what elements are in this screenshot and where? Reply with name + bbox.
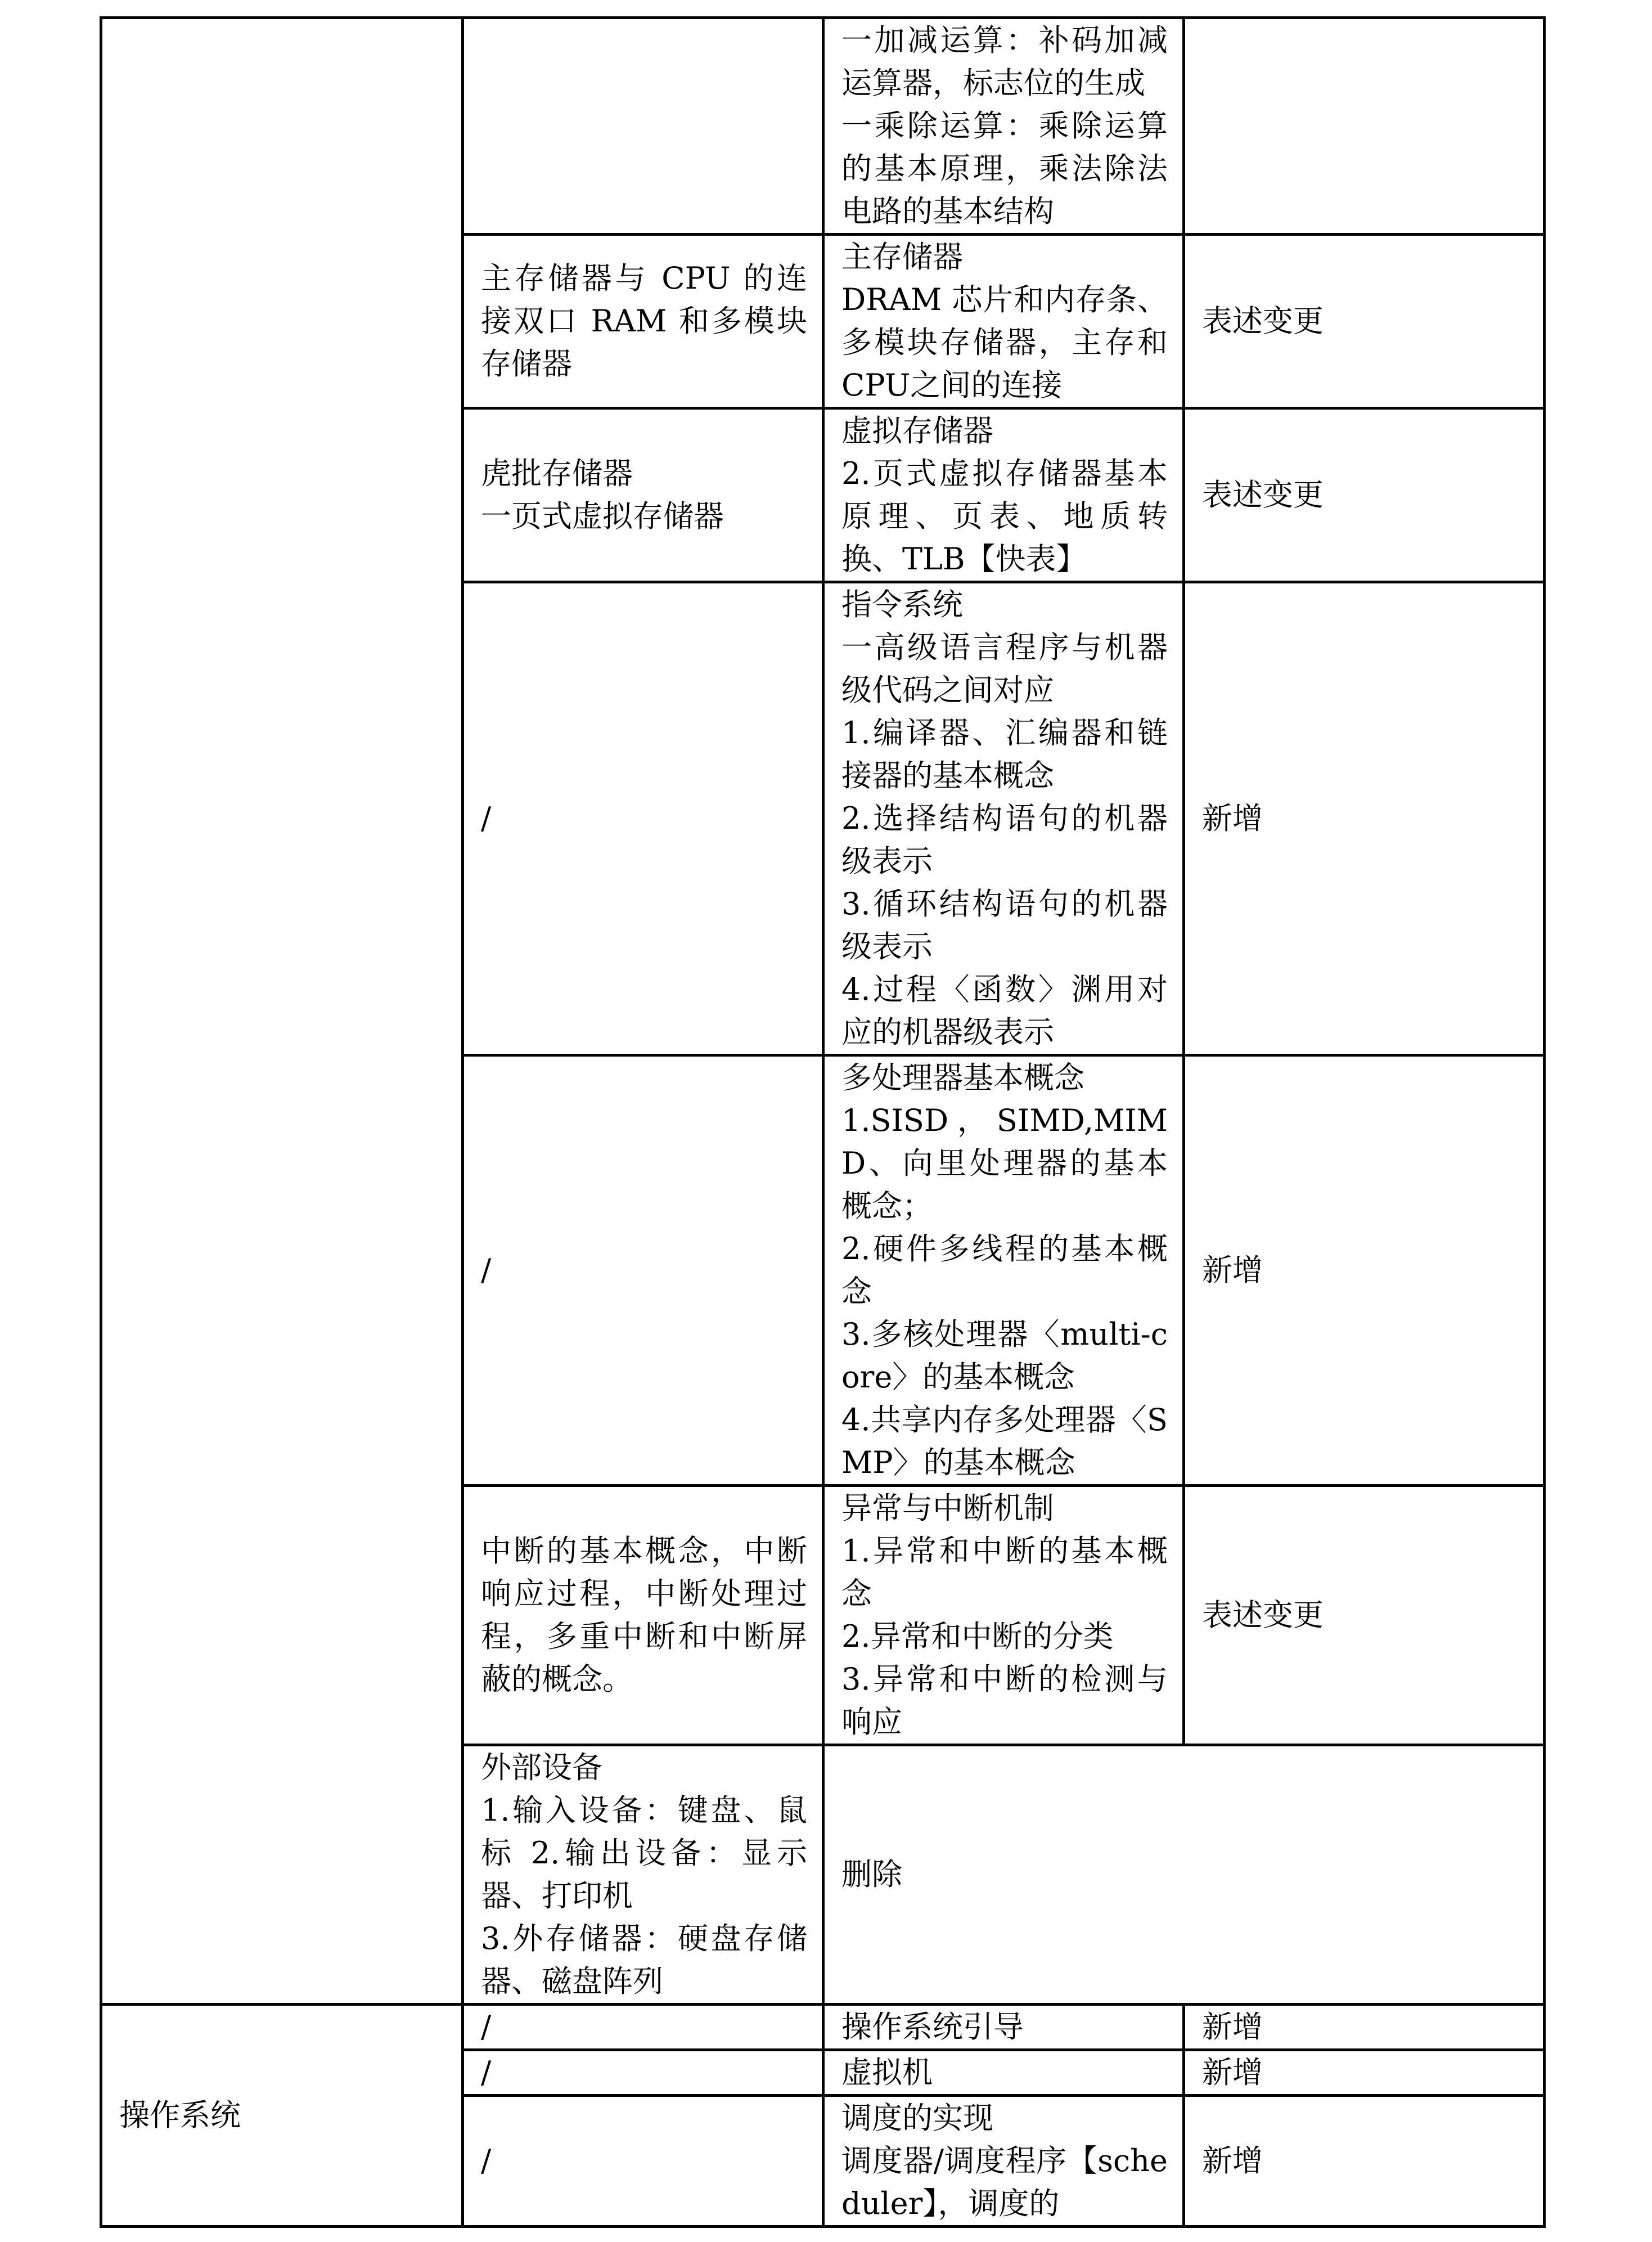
old-content-cell [463, 1745, 823, 2005]
cell-line: 3.循环结构语句的机器级表示 [841, 886, 1168, 964]
cell-line: 虎批存储器 [481, 456, 633, 491]
cell-line: 主存储器 [841, 239, 963, 275]
cell-line: 1.输入设备：键盘、鼠标 2.输出设备：显示器、打印机 [481, 1792, 807, 1913]
merged-change-cell: 删除 [823, 1745, 1545, 2005]
category-cell: 操作系统 [101, 2005, 463, 2227]
cell-line: 调度的实现 [841, 2100, 993, 2136]
cell-line: 2.异常和中断的分类 [841, 1619, 1114, 1654]
new-content-cell [823, 18, 1184, 235]
new-content-cell: 虚拟机 [823, 2050, 1184, 2096]
new-content-cell [823, 1486, 1184, 1745]
old-content-cell [463, 18, 823, 235]
cell-line: 1.SISD，SIMD,MIMD、向里处理器的基本概念； [841, 1103, 1168, 1224]
cell-line: 4.共享内存多处理器〈SMP〉的基本概念 [841, 1402, 1168, 1480]
syllabus-comparison-table [100, 16, 1546, 2228]
old-content-cell [463, 408, 823, 582]
change-type-cell [1184, 18, 1545, 235]
cell-line: 1.编译器、汇编器和链接器的基本概念 [841, 715, 1168, 793]
cell-line: 指令系统 [841, 587, 963, 622]
cell-line: 3.外存储器：硬盘存储器、磁盘阵列 [481, 1921, 807, 1999]
cell-line: 3.多核处理器〈multi-core〉的基本概念 [841, 1317, 1168, 1395]
cell-line: 2.硬件多线程的基本概念 [841, 1231, 1168, 1309]
old-content-cell [463, 1486, 823, 1745]
cell-line: 主存储器与 CPU 的连接双口 RAM 和多模块存储器 [481, 260, 807, 381]
cell-line: 虚拟存储器 [841, 413, 993, 448]
cell-line: 2.页式虚拟存储器基本原理、页表、地质转换、TLB【快表】 [841, 456, 1168, 577]
cell-line: 调度器/调度程序【scheduler】，调度的 [841, 2143, 1168, 2221]
cell-line: 一高级语言程序与机器级代码之间对应 [841, 630, 1168, 708]
old-content-cell [463, 235, 823, 408]
cell-line: DRAM 芯片和内存条、多模块存储器，主存和CPU之间的连接 [841, 282, 1168, 403]
new-content-cell [823, 582, 1184, 1055]
cell-line: 一乘除运算：乘除运算的基本原理，乘法除法电路的基本结构 [841, 108, 1168, 229]
change-type-cell: 新增 [1184, 2050, 1545, 2096]
cell-line: 1.异常和中断的基本概念 [841, 1533, 1168, 1611]
cell-line: 一页式虚拟存储器 [481, 498, 724, 534]
cell-line: 中断的基本概念，中断响应过程，中断处理过程，多重中断和中断屏蔽的概念。 [481, 1533, 807, 1697]
old-content-cell: / [463, 2005, 823, 2050]
change-type-cell: 新增 [1184, 582, 1545, 1055]
cell-line: 2.选择结构语句的机器级表示 [841, 801, 1168, 879]
old-content-cell: / [463, 1055, 823, 1486]
category-cell-empty [101, 18, 463, 2005]
change-type-cell: 表述变更 [1184, 1486, 1545, 1745]
cell-line: 4.过程〈函数〉渊用对应的机器级表示 [841, 972, 1168, 1050]
old-content-cell: / [463, 582, 823, 1055]
change-type-cell: 新增 [1184, 2096, 1545, 2227]
table-row [101, 18, 1545, 235]
change-type-cell: 表述变更 [1184, 235, 1545, 408]
cell-line: 多处理器基本概念 [841, 1060, 1084, 1095]
change-type-cell: 表述变更 [1184, 408, 1545, 582]
new-content-cell [823, 235, 1184, 408]
cell-line: 3.异常和中断的检测与响应 [841, 1661, 1168, 1740]
table-row [101, 2005, 1545, 2050]
new-content-cell [823, 2096, 1184, 2227]
old-content-cell: / [463, 2050, 823, 2096]
cell-line: 异常与中断机制 [841, 1490, 1054, 1526]
new-content-cell: 操作系统引导 [823, 2005, 1184, 2050]
new-content-cell [823, 1055, 1184, 1486]
new-content-cell [823, 408, 1184, 582]
old-content-cell: / [463, 2096, 823, 2227]
change-type-cell: 新增 [1184, 2005, 1545, 2050]
change-type-cell: 新增 [1184, 1055, 1545, 1486]
cell-line: 外部设备 [481, 1750, 602, 1785]
cell-line: 一加减运算：补码加减运算器，标志位的生成 [841, 23, 1168, 101]
